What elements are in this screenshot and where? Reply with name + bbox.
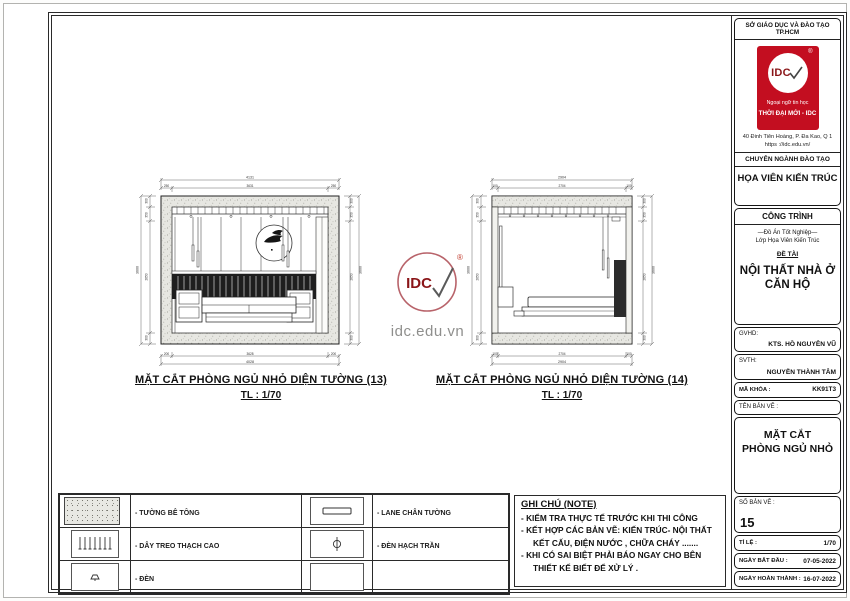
drawing-name-label: TÊN BẢN VẼ : [739, 403, 779, 410]
svg-text:350: 350 [642, 212, 647, 218]
section-13-scale: TL : 1/70 [240, 390, 282, 401]
drawing-name-box [734, 417, 841, 494]
start-date-value: 07-05-2022 [803, 557, 836, 565]
school-box [734, 18, 841, 206]
training-label: CHUYÊN NGÀNH ĐÀO TẠO [745, 156, 830, 164]
svg-text:3600: 3600 [466, 266, 471, 274]
svg-text:2650: 2650 [475, 273, 480, 281]
svg-text:100: 100 [626, 351, 632, 356]
headboard-block-14 [614, 260, 626, 317]
project-box [734, 208, 841, 325]
note-line: - KHI CÓ SAI BIỆT PHẢI BÁO NGAY CHO BÊN [521, 550, 702, 561]
svg-text:300: 300 [144, 198, 149, 204]
title-block [731, 16, 843, 589]
ceiling-light-symbol-icon [310, 530, 364, 558]
svg-text:3600: 3600 [651, 266, 656, 274]
finish-date-value: 16-07-2022 [803, 575, 836, 583]
legend-label: - TƯỜNG BÊ TÔNG [135, 510, 200, 517]
notes-heading: GHI CHÚ (NOTE) [521, 499, 597, 510]
svg-text:300: 300 [475, 335, 480, 341]
legend-row [59, 528, 509, 561]
svth-name: NGUYỄN THÀNH TÂM [766, 369, 836, 377]
svg-text:200: 200 [330, 351, 337, 356]
watermark-logo [389, 248, 467, 316]
project-subtitle-2: Lớp Họa Viên Kiến Trúc [755, 238, 820, 245]
watermark-domain: idc.edu.vn [390, 323, 465, 340]
empty-symbol [310, 563, 364, 591]
wall-art-circle-13 [256, 225, 292, 261]
svg-text:2904: 2904 [558, 175, 566, 180]
check-icon [788, 65, 804, 81]
drawing-frame-inner [51, 15, 844, 590]
scale-box [734, 535, 841, 551]
svg-text:300: 300 [642, 198, 647, 204]
section-14-title: MẶT CẮT PHÒNG NGỦ NHỎ DIỆN TƯỜNG (14) [435, 374, 689, 386]
svg-text:2650: 2650 [349, 273, 354, 281]
finish-date-box [734, 571, 841, 587]
legend-table [58, 493, 510, 595]
legend-row [59, 561, 509, 595]
section-14-drawing [452, 170, 672, 374]
project-label: CÔNG TRÌNH [735, 209, 840, 225]
logo-tagline-2: THỜI ĐẠI MỚI - IDC [758, 110, 817, 117]
bed-side-14 [514, 297, 618, 316]
skirting-symbol-icon [310, 497, 364, 525]
svg-text:100: 100 [492, 183, 498, 188]
svth-label: SVTH: [739, 358, 757, 365]
code-label: MÃ KHÓA : [739, 386, 771, 393]
registered-mark-icon: ® [808, 49, 813, 55]
wardrobe-13 [316, 217, 328, 333]
lamp-symbol-icon [71, 563, 119, 591]
section-14-scale: TL : 1/70 [541, 390, 583, 401]
finish-date-label: NGÀY HOÀN THÀNH : [739, 576, 801, 583]
major-name: HỌA VIÊN KIẾN TRÚC [737, 173, 838, 185]
svg-text:300: 300 [475, 198, 480, 204]
svg-text:250: 250 [330, 183, 337, 188]
sheet-number: 15 [740, 515, 755, 531]
code-value: KK91T3 [812, 386, 836, 394]
start-date-label: NGÀY BẮT ĐẦU : [739, 558, 788, 565]
gvhd-box [734, 327, 841, 353]
svg-text:3628: 3628 [246, 351, 254, 356]
legend-row [59, 494, 509, 528]
topic-title: NỘI THẤT NHÀ Ở CĂN HỘ [739, 264, 836, 292]
school-address: 40 Đinh Tiên Hoàng, P. Đa Kao, Q 1 https ://idc.edu.vn/ [742, 134, 833, 148]
section-13-drawing [131, 170, 369, 374]
svg-text:350: 350 [144, 212, 149, 218]
idc-logo-circle [768, 53, 808, 93]
note-line: - KẾT HỢP CÁC BẢN VẼ: KIẾN TRÚC- NỘI THẤT [521, 525, 712, 536]
svg-text:300: 300 [349, 198, 354, 204]
idc-logo [757, 46, 819, 130]
legend-label: - LANE CHÂN TƯỜNG [377, 510, 451, 517]
logo-tagline-1: Ngoại ngữ tin học [766, 100, 809, 106]
start-date-box [734, 553, 841, 569]
ceiling-hanger-symbol-icon [71, 530, 119, 558]
note-line: - KIỂM TRA THỰC TẾ TRƯỚC KHI THI CÔNG [521, 513, 698, 523]
svg-text:IDC: IDC [405, 275, 432, 292]
svg-text:300: 300 [349, 335, 354, 341]
code-box [734, 382, 841, 398]
svg-text:2650: 2650 [144, 273, 149, 281]
registered-mark-icon: ® [456, 253, 463, 262]
wall-section-14 [492, 196, 632, 344]
project-subtitle-1: —Đồ Án Tốt Nghiệp— [757, 229, 818, 236]
svg-text:100: 100 [626, 183, 632, 188]
section-13-title: MẶT CẮT PHÒNG NGỦ NHỎ DIỆN TƯỜNG (13) [134, 374, 388, 386]
drawing-name: MẶT CẮT PHÒNG NGỦ NHỎ [741, 428, 833, 455]
svg-text:2904: 2904 [558, 359, 566, 364]
svg-text:2704: 2704 [558, 351, 566, 356]
svg-text:4131: 4131 [246, 175, 254, 180]
svg-text:3600: 3600 [358, 266, 363, 274]
gvhd-label: GVHD: [739, 330, 759, 337]
svg-text:2704: 2704 [558, 183, 566, 188]
legend-label: - DÂY TREO THẠCH CAO [135, 543, 220, 550]
department-name: SỞ GIÁO DỤC VÀ ĐÀO TẠO TP.HCM [735, 19, 840, 40]
concrete-hatch-icon [64, 497, 120, 525]
svg-text:3631: 3631 [246, 183, 254, 188]
watermark [370, 248, 485, 340]
svg-text:4028: 4028 [246, 359, 254, 364]
sheet-number-label: SỐ BẢN VẼ : [739, 499, 775, 506]
note-line: THIẾT KẾ BIẾT ĐỂ XỬ LÝ . [533, 562, 639, 573]
bed-13 [202, 297, 296, 322]
drawing-name-label-box [734, 400, 841, 415]
legend-label: - ĐÈN HẠCH TRẦN [377, 543, 440, 550]
svg-text:250: 250 [163, 183, 170, 188]
svg-text:2650: 2650 [642, 273, 647, 281]
sheet-number-box [734, 496, 841, 534]
svg-text:350: 350 [349, 212, 354, 218]
topic-label: ĐỀ TÀI [776, 250, 799, 258]
idc-logo-text: IDC [771, 67, 791, 79]
svg-text:100: 100 [492, 351, 498, 356]
notes-block [514, 495, 726, 587]
svg-text:3600: 3600 [135, 266, 140, 274]
svth-box [734, 354, 841, 380]
svg-text:300: 300 [144, 335, 149, 341]
svg-text:200: 200 [163, 351, 170, 356]
svg-text:350: 350 [475, 212, 480, 218]
note-line: KẾT CẤU, ĐIỆN NƯỚC , CHỮA CHÁY ....... [533, 537, 699, 548]
legend-label: - ĐÈN [135, 576, 155, 583]
scale-value: 1/70 [823, 539, 836, 547]
scale-label: TỈ LỆ : [739, 540, 757, 547]
svg-text:300: 300 [642, 335, 647, 341]
gvhd-name: KTS. HỒ NGUYÊN VŨ [768, 341, 836, 349]
drawing-frame [48, 12, 847, 593]
